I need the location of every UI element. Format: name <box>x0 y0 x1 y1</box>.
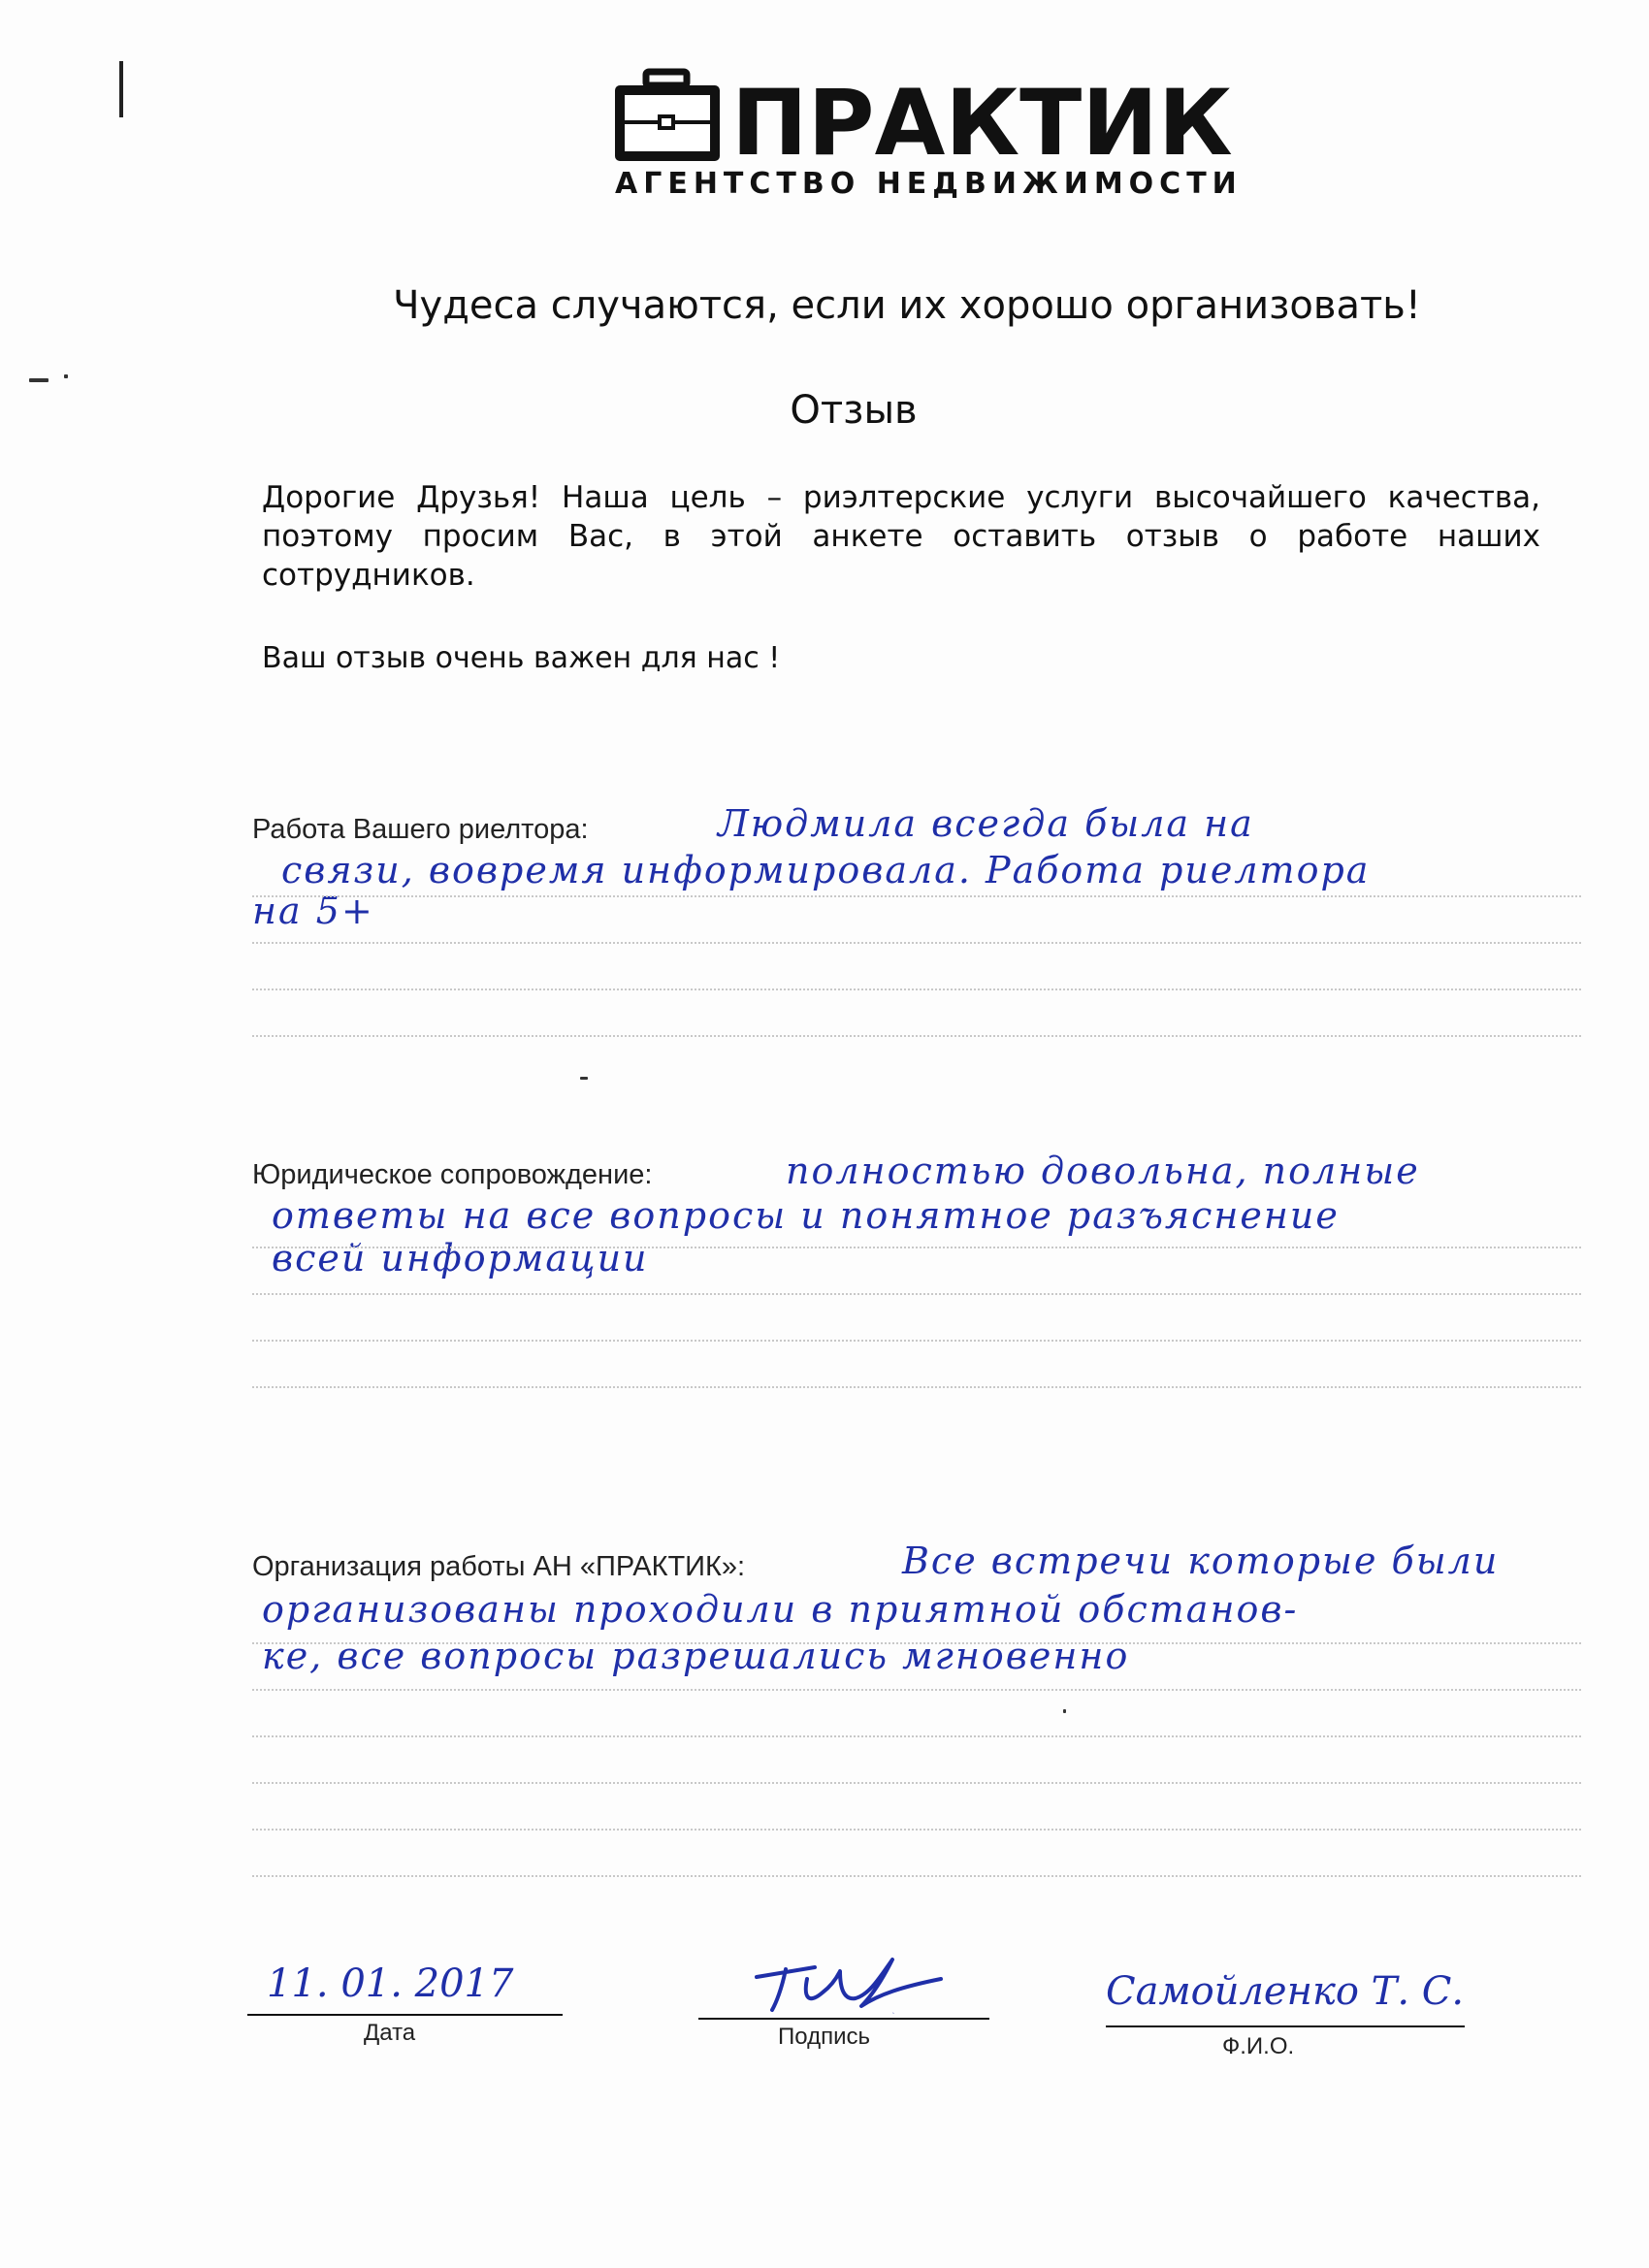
signature-value: Тс <box>892 2013 895 2015</box>
signature-underline <box>698 2018 989 2020</box>
scan-artifact-dot <box>29 378 48 382</box>
answer-line <box>252 1735 1581 1737</box>
section-label: Работа Вашего риелтора: <box>252 814 589 845</box>
briefcase-icon <box>611 68 728 165</box>
handwritten-line: полностью довольна, полные <box>786 1150 1420 1192</box>
intro-text: Дорогие Друзья! Наша цель – риэлтерские услуги высочайшего качества, поэтому просим Вас, в этой анкете оставить отзыв о работе наших сотрудников. <box>262 480 1540 593</box>
date-caption: Дата <box>364 2020 416 2046</box>
answer-line <box>252 1293 1581 1295</box>
logo-subtitle: АГЕНТСТВО НЕДВИЖИМОСТИ <box>615 167 1243 201</box>
handwritten-line: на 5+ <box>252 890 374 932</box>
signature-mark <box>747 1950 970 2018</box>
important-note: Ваш отзыв очень важен для нас ! <box>262 641 781 675</box>
handwritten-line: ответы на все вопросы и понятное разъяснение <box>272 1194 1340 1237</box>
scan-artifact-mark <box>119 61 123 117</box>
signature-caption: Подпись <box>778 2024 870 2050</box>
answer-line <box>252 1782 1581 1784</box>
answer-line <box>252 1035 1581 1037</box>
page-title: Отзыв <box>790 388 918 433</box>
handwritten-line: связи, вовремя информировала. Работа риелтора <box>281 849 1371 891</box>
handwritten-line: ке, все вопросы разрешались мгновенно <box>262 1635 1130 1677</box>
date-underline <box>247 2014 563 2016</box>
handwritten-line: всей информации <box>272 1237 649 1280</box>
scan-artifact-dot <box>64 374 68 378</box>
answer-line <box>252 988 1581 990</box>
answer-line <box>252 942 1581 944</box>
date-field <box>247 1960 567 2057</box>
section-realtor-work <box>252 802 1591 1099</box>
full-name-caption: Ф.И.О. <box>1222 2033 1295 2059</box>
signature-field <box>698 1950 999 2057</box>
handwritten-line: Все встречи которые были <box>902 1539 1500 1582</box>
answer-line <box>252 1875 1581 1877</box>
answer-line <box>252 1386 1581 1388</box>
date-value: 11. 01. 2017 <box>267 1961 514 2006</box>
full-name-value: Самойленко Т. С. <box>1106 1969 1465 2014</box>
full-name-underline <box>1106 2025 1465 2027</box>
section-label: Организация работы АН «ПРАКТИК»: <box>252 1551 746 1582</box>
section-label: Юридическое сопровождение: <box>252 1159 653 1190</box>
answer-line <box>252 1247 1581 1248</box>
answer-line <box>252 1642 1581 1644</box>
answer-line <box>252 1689 1581 1691</box>
logo-name: ПРАКТИК <box>731 71 1233 177</box>
company-logo <box>605 68 1243 204</box>
section-agency-organization <box>252 1539 1591 1924</box>
handwritten-line: Людмила всегда была на <box>718 802 1254 845</box>
full-name-field <box>1106 1969 1474 2066</box>
answer-line <box>252 895 1581 897</box>
answer-line <box>252 1340 1581 1342</box>
answer-line <box>252 1829 1581 1831</box>
section-legal-support <box>252 1150 1591 1444</box>
slogan: Чудеса случаются, если их хорошо организовать! <box>393 283 1421 328</box>
handwritten-line: организованы проходили в приятной обстанов- <box>262 1588 1299 1631</box>
